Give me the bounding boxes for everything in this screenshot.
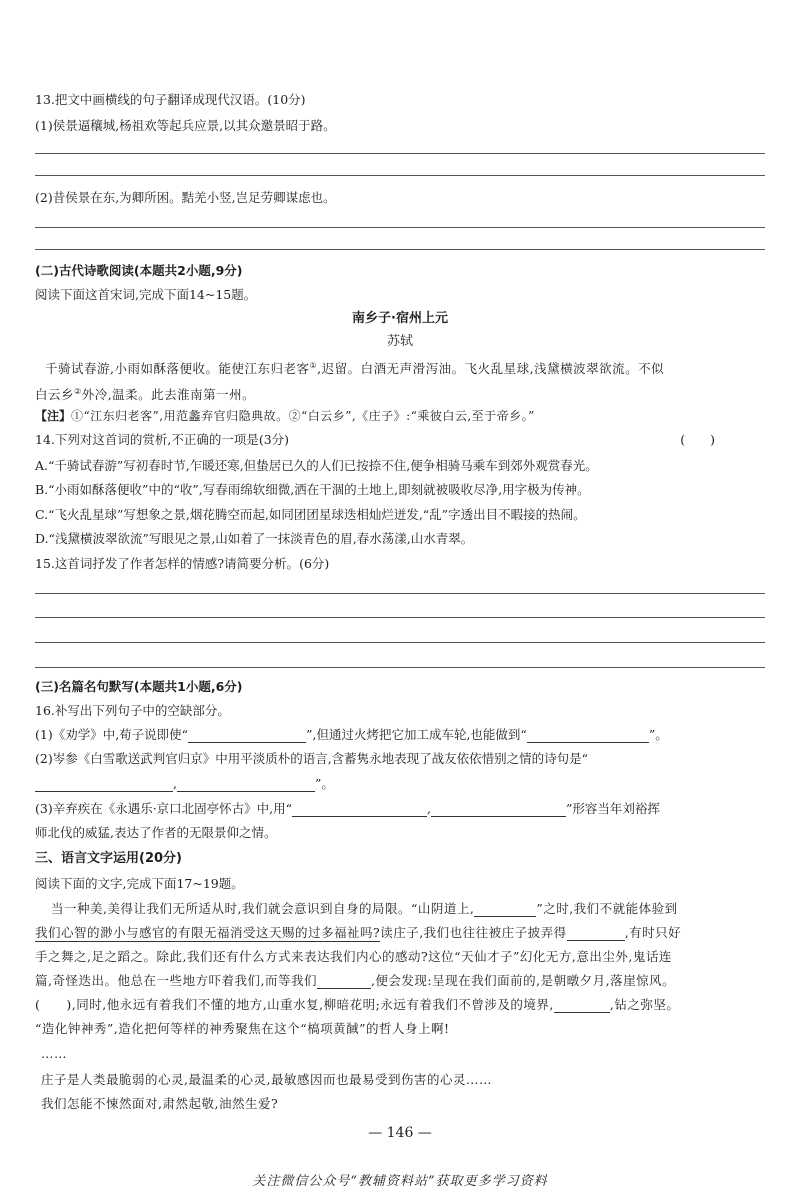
q15-title: 15.这首词抒发了作者怎样的情感?请简要分析。(6分): [35, 556, 330, 571]
passage-line: “造化钟神秀”,造化把何等样的神秀聚焦在这个“槁项黄馘”的哲人身上啊!: [35, 1021, 450, 1036]
answer-line[interactable]: [35, 593, 765, 594]
answer-line[interactable]: [35, 249, 765, 250]
fill-blank[interactable]: [554, 1000, 610, 1013]
fill-blank[interactable]: [431, 804, 566, 817]
answer-bracket: ( ): [680, 432, 715, 447]
answer-line[interactable]: [35, 153, 765, 154]
q13-title: 13.把文中画横线的句子翻译成现代汉语。(10分): [35, 92, 306, 107]
poem-line-1: 千骑试春游,小雨如酥落便收。能使江东归老客①,迟留。白酒无声滑泻油。飞火乱星球,浅黛横波翠欲流。不似: [45, 361, 665, 377]
footer-text: 关注微信公众号“教辅资料站”获取更多学习资料: [252, 1174, 548, 1189]
fill-blank[interactable]: [527, 730, 649, 743]
q16-item-2: (2)岑参《白雪歌送武判官归京》中用平淡质朴的语言,含蓄隽永地表现了战友依依惜别之情的诗句是“: [35, 751, 589, 766]
q16-item-3-cont: 师北伐的威猛,表达了作者的无限景仰之情。: [35, 825, 277, 840]
instruction: 阅读下面的文字,完成下面17~19题。: [35, 876, 244, 891]
fill-blank[interactable]: [474, 904, 536, 917]
note-mark: ②: [74, 387, 82, 396]
passage-line: 篇,奇怪迭出。他总在一些地方吓着我们,而等我们 ,便会发现:呈现在我们面前的,是朝暾夕月,落崖惊风。: [35, 973, 676, 988]
section-header: (二)古代诗歌阅读(本题共2小题,9分): [35, 263, 243, 278]
passage-line: 庄子是人类最脆弱的心灵,最温柔的心灵,最敏感因而也最易受到伤害的心灵……: [41, 1072, 492, 1087]
fill-blank[interactable]: [177, 779, 315, 792]
note-mark: ①: [309, 361, 318, 370]
answer-line[interactable]: [35, 227, 765, 228]
poem-author: 苏轼: [386, 334, 413, 349]
answer-line[interactable]: [35, 175, 765, 176]
instruction: 阅读下面这首宋词,完成下面14~15题。: [35, 287, 257, 302]
q16-item-1: (1)《劝学》中,荀子说即使“ ”,但通过火烤把它加工成车轮,也能做到“ ”。: [35, 727, 668, 742]
poem-note: 【注】①“江东归老客”,用范蠡弃官归隐典故。②“白云乡”,《庄子》:“乘彼白云,至于帝乡。”: [35, 409, 535, 423]
option-c[interactable]: C.“飞火乱星球”写想象之景,烟花腾空而起,如同团团星球迭相灿烂迸发,“乱”字透出目不暇接的热闹。: [35, 507, 586, 522]
underlined-sentence: 我们心智的渺小与感官的有限无福消受这天赐的过多福祉吗?: [35, 925, 381, 940]
poem-title: 南乡子·宿州上元: [352, 311, 448, 326]
q13-sentence-2: (2)昔侯景在东,为卿所困。黠羌小竖,岂足劳卿谋虑也。: [35, 190, 336, 205]
page-number: — 146 —: [368, 1125, 432, 1141]
passage-line: ( ),同时,他永远有着我们不懂的地方,山重水复,柳暗花明;永远有着我们不曾涉及的境界, ,钻之弥坚。: [35, 997, 680, 1012]
q16-item-3: (3)辛弃疾在《永遇乐·京口北固亭怀古》中,用“ , ”形容当年刘裕挥: [35, 801, 660, 816]
answer-line[interactable]: [35, 642, 765, 643]
q16-item-2-blanks: , ”。: [35, 776, 765, 792]
fill-blank[interactable]: [188, 730, 306, 743]
fill-blank[interactable]: [317, 976, 371, 989]
answer-line[interactable]: [35, 667, 765, 668]
passage-line: 手之舞之,足之蹈之。除此,我们还有什么方式来表达我们内心的感动?这位“天仙才子”幻化无方,意出尘外,鬼话连: [35, 949, 672, 964]
option-d[interactable]: D.“浅黛横波翠欲流”写眼见之景,山如着了一抹淡青色的眉,春水荡漾,山水青翠。: [35, 531, 474, 546]
passage-line: 我们心智的渺小与感官的有限无福消受这天赐的过多福祉吗?读庄子,我们也往往被庄子披弄得 ,有时只好: [35, 925, 682, 940]
passage-line: 当一种美,美得让我们无所适从时,我们就会意识到自身的局限。“山阴道上, ”之时,我们不就能体验到: [51, 901, 678, 916]
answer-line[interactable]: [35, 617, 765, 618]
q14-title: 14.下列对这首词的赏析,不正确的一项是(3分) ( ): [35, 432, 715, 447]
fill-blank[interactable]: [567, 928, 625, 941]
ellipsis: ……: [41, 1046, 67, 1061]
section-header: (三)名篇名句默写(本题共1小题,6分): [35, 679, 243, 694]
passage-line: 我们怎能不悚然面对,肃然起敬,油然生爱?: [41, 1096, 279, 1111]
q13-sentence-1: (1)侯景逼穰城,杨祖欢等起兵应景,以其众邀景昭于路。: [35, 118, 336, 133]
fill-blank[interactable]: [292, 804, 427, 817]
option-a[interactable]: A.“千骑试春游”写初春时节,乍暖还寒,但蛰居已久的人们已按捺不住,便争相骑马乘车到郊外观赏春光。: [35, 458, 598, 473]
fill-blank[interactable]: [35, 779, 173, 792]
part-header: 三、语言文字运用(20分): [35, 851, 182, 866]
q16-title: 16.补写出下列句子中的空缺部分。: [35, 703, 230, 718]
option-b[interactable]: B.“小雨如酥落便收”中的“收”,写春雨绵软细微,洒在干涸的土地上,即刻就被吸收尽净,用字极为传神。: [35, 482, 590, 497]
poem-line-2: 白云乡②外冷,温柔。此去淮南第一州。: [35, 387, 256, 403]
